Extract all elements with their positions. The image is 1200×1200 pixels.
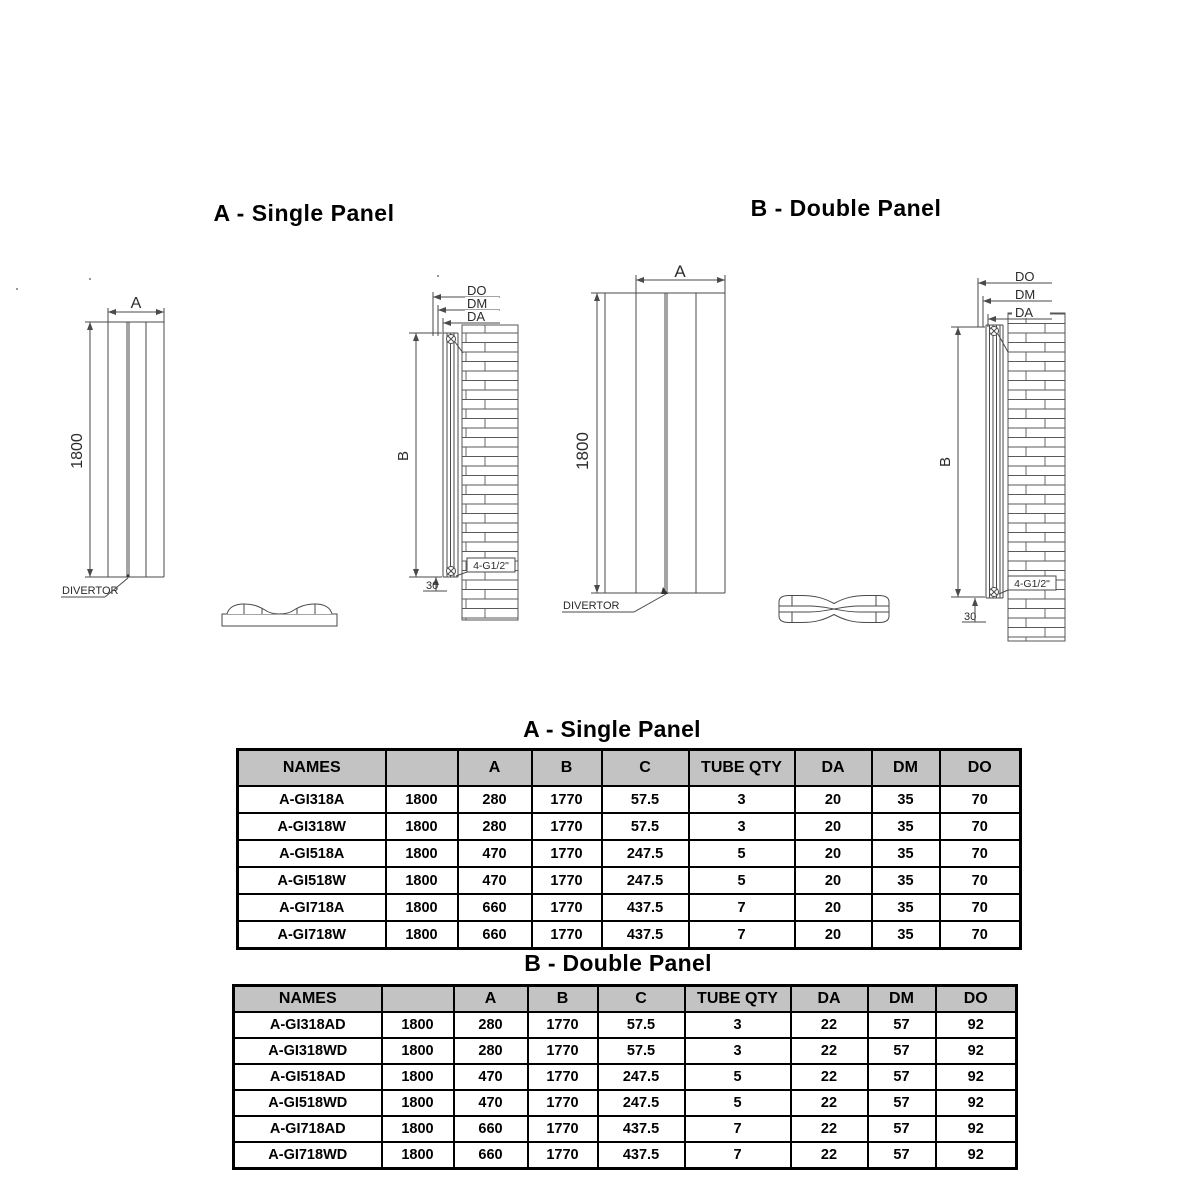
spec-value-cell: 20 [795,894,872,921]
col-header-names: NAMES [234,986,382,1013]
spec-value-cell: 1800 [386,867,458,894]
spec-value-cell: 1800 [386,894,458,921]
spec-value-cell: 7 [685,1142,791,1169]
col-header-b: B [532,750,602,787]
single-table-body [238,786,1021,949]
spec-value-cell: 3 [685,1038,791,1064]
spec-value-cell: 20 [795,813,872,840]
single-connection-label: 4-G1/2" [473,560,509,572]
spec-value-cell: 3 [689,813,795,840]
spec-value-cell: 1770 [532,840,602,867]
col-header-tube-qty: TUBE QTY [689,750,795,787]
spec-value-cell: 1800 [382,1142,454,1169]
spec-value-cell: 70 [940,921,1021,949]
table-row [238,921,1021,949]
spec-value-cell: 1800 [386,840,458,867]
spec-value-cell: 247.5 [598,1090,685,1116]
model-name-cell: A-GI518A [238,840,386,867]
double-panel-spec-table [232,984,1018,1170]
col-header-tube-qty: TUBE QTY [685,986,791,1013]
spec-value-cell: 3 [689,786,795,813]
spec-value-cell: 92 [936,1012,1017,1038]
spec-value-cell: 20 [795,840,872,867]
spec-value-cell: 7 [689,894,795,921]
model-name-cell: A-GI318A [238,786,386,813]
top-connection-valve [990,327,1009,353]
spec-value-cell: 92 [936,1090,1017,1116]
spec-value-cell: 70 [940,786,1021,813]
spec-value-cell: 1770 [532,894,602,921]
table-row [234,1012,1017,1038]
single-depth-dim-label: B [395,450,412,462]
spec-value-cell: 20 [795,921,872,949]
spec-value-cell: 1800 [382,1090,454,1116]
spec-value-cell: 247.5 [602,840,689,867]
bottom-connection-valve [990,588,999,597]
table-row [238,867,1021,894]
single-dm-dim-label: DM [467,296,488,311]
model-name-cell: A-GI718WD [234,1142,382,1169]
single-da-dim-label: DA [467,309,486,324]
model-name-cell: A-GI518AD [234,1064,382,1090]
spec-value-cell: 1770 [532,786,602,813]
spec-value-cell: 92 [936,1064,1017,1090]
spec-value-cell: 35 [872,840,940,867]
spec-value-cell: 22 [791,1012,868,1038]
col-header-names: NAMES [238,750,386,787]
single-height-dim-label: 1800 [69,433,86,469]
spec-value-cell: 470 [458,840,532,867]
double-panel-diagram-title: B - Double Panel [750,195,942,221]
spec-value-cell: 57 [868,1142,936,1169]
double-table-body [234,1012,1017,1169]
single-panel-spec-table [236,748,1022,950]
spec-value-cell: 1770 [528,1116,598,1142]
spec-value-cell: 660 [454,1116,528,1142]
spec-value-cell: 35 [872,813,940,840]
spec-value-cell: 70 [940,867,1021,894]
single-panel-cross-section [222,604,337,626]
spec-value-cell: 22 [791,1142,868,1169]
spec-value-cell: 1770 [528,1038,598,1064]
spec-value-cell: 660 [458,894,532,921]
spec-value-cell: 437.5 [602,894,689,921]
spec-value-cell: 1800 [382,1116,454,1142]
spec-value-cell: 57 [868,1038,936,1064]
col-header-do: DO [936,986,1017,1013]
double-do-dim-label: DO [1015,269,1035,284]
spec-value-cell: 20 [795,786,872,813]
model-name-cell: A-GI318AD [234,1012,382,1038]
col-header-c: C [602,750,689,787]
spec-value-cell: 20 [795,867,872,894]
double-height-dim-label: 1800 [573,432,592,470]
double-offset-dim-label: 30 [964,611,977,623]
single-panel-table-title: A - Single Panel [523,716,701,742]
single-width-dim-label: A [130,295,142,312]
spec-value-cell: 280 [458,813,532,840]
spec-value-cell: 57 [868,1116,936,1142]
col-header-da: DA [791,986,868,1013]
single-panel-front-view [61,295,164,597]
spec-value-cell: 470 [458,867,532,894]
single-do-dim-label: DO [467,283,487,298]
spec-value-cell: 1770 [532,921,602,949]
spec-value-cell: 70 [940,840,1021,867]
spec-value-cell: 5 [689,840,795,867]
col-header-dm: DM [872,750,940,787]
spec-value-cell: 1770 [528,1064,598,1090]
model-name-cell: A-GI718A [238,894,386,921]
print-artifacts [16,275,439,290]
spec-value-cell: 57 [868,1012,936,1038]
table-row [238,813,1021,840]
spec-value-cell: 437.5 [602,921,689,949]
spec-value-cell: 57.5 [602,786,689,813]
table-row [234,1142,1017,1169]
spec-value-cell: 92 [936,1142,1017,1169]
spec-value-cell: 1770 [528,1142,598,1169]
spec-value-cell: 1770 [532,813,602,840]
col-header-c: C [598,986,685,1013]
spec-value-cell: 1800 [386,786,458,813]
table-row [238,786,1021,813]
spec-value-cell: 3 [685,1012,791,1038]
spec-value-cell: 70 [940,813,1021,840]
model-name-cell: A-GI318W [238,813,386,840]
spec-value-cell: 57.5 [602,813,689,840]
table-header-row [234,986,1017,1013]
spec-value-cell: 1800 [382,1038,454,1064]
model-name-cell: A-GI318WD [234,1038,382,1064]
spec-value-cell: 660 [458,921,532,949]
model-name-cell: A-GI518W [238,867,386,894]
double-divertor-label: DIVERTOR [563,600,620,612]
spec-value-cell: 5 [685,1090,791,1116]
spec-value-cell: 470 [454,1064,528,1090]
table-row [238,894,1021,921]
double-width-dim-label: A [674,262,686,281]
model-name-cell: A-GI718AD [234,1116,382,1142]
col-header-a: A [454,986,528,1013]
spec-value-cell: 22 [791,1064,868,1090]
spec-value-cell: 280 [458,786,532,813]
spec-value-cell: 35 [872,921,940,949]
spec-value-cell: 70 [940,894,1021,921]
spec-value-cell: 1800 [386,813,458,840]
spec-value-cell: 660 [454,1142,528,1169]
table-row [234,1064,1017,1090]
spec-value-cell: 1770 [532,867,602,894]
table-row [234,1090,1017,1116]
spec-value-cell: 280 [454,1038,528,1064]
spec-value-cell: 35 [872,867,940,894]
col-header-height [386,750,458,787]
spec-value-cell: 92 [936,1038,1017,1064]
spec-value-cell: 470 [454,1090,528,1116]
spec-value-cell: 7 [689,921,795,949]
col-header-a: A [458,750,532,787]
double-panel-table-title: B - Double Panel [524,950,712,976]
col-header-height [382,986,454,1013]
single-divertor-label: DIVERTOR [62,585,119,597]
spec-value-cell: 35 [872,894,940,921]
col-header-b: B [528,986,598,1013]
table-row [238,840,1021,867]
spec-value-cell: 1800 [382,1012,454,1038]
single-offset-dim-label: 30 [426,580,439,592]
spec-value-cell: 437.5 [598,1116,685,1142]
double-depth-dim-label: B [937,456,954,468]
double-dm-dim-label: DM [1015,287,1036,302]
single-panel-diagram-title: A - Single Panel [213,200,395,226]
spec-value-cell: 280 [454,1012,528,1038]
double-da-dim-label: DA [1015,305,1034,320]
spec-value-cell: 437.5 [598,1142,685,1169]
spec-value-cell: 22 [791,1038,868,1064]
single-divertor-point [126,574,129,577]
single-panel-side-view [395,283,518,620]
model-name-cell: A-GI718W [238,921,386,949]
wall-section [462,325,518,620]
col-header-do: DO [940,750,1021,787]
table-header-row [238,750,1021,787]
bottom-connection-valve [447,567,456,576]
col-header-da: DA [795,750,872,787]
double-connection-label: 4-G1/2" [1014,578,1050,590]
spec-value-cell: 247.5 [598,1064,685,1090]
spec-value-cell: 1800 [382,1064,454,1090]
spec-value-cell: 7 [685,1116,791,1142]
spec-value-cell: 57.5 [598,1038,685,1064]
spec-value-cell: 1800 [386,921,458,949]
spec-value-cell: 1770 [528,1012,598,1038]
spec-value-cell: 247.5 [602,867,689,894]
spec-value-cell: 35 [872,786,940,813]
table-row [234,1116,1017,1142]
double-panel-front-view [562,262,725,612]
spec-value-cell: 1770 [528,1090,598,1116]
col-header-dm: DM [868,986,936,1013]
wall-section [1008,313,1065,641]
double-panel-cross-section [779,596,889,623]
spec-value-cell: 5 [685,1064,791,1090]
spec-value-cell: 22 [791,1090,868,1116]
top-connection-valve [447,335,464,354]
table-row [234,1038,1017,1064]
spec-value-cell: 92 [936,1116,1017,1142]
spec-value-cell: 57.5 [598,1012,685,1038]
double-panel-side-view [937,269,1065,641]
model-name-cell: A-GI518WD [234,1090,382,1116]
spec-value-cell: 57 [868,1064,936,1090]
spec-value-cell: 5 [689,867,795,894]
spec-value-cell: 22 [791,1116,868,1142]
spec-value-cell: 57 [868,1090,936,1116]
